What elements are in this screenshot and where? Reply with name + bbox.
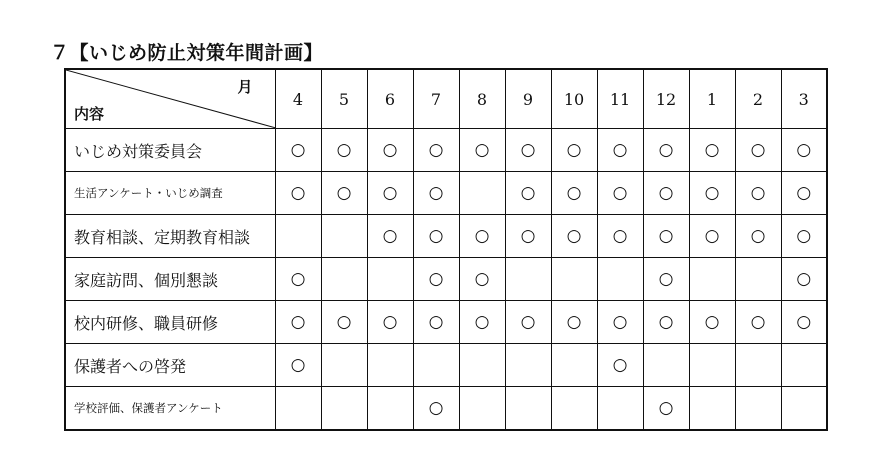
empty-cell: [459, 344, 505, 387]
scheduled-mark: ○: [643, 129, 689, 172]
row-label: 家庭訪問、個別懇談: [65, 258, 275, 301]
scheduled-mark: ○: [597, 215, 643, 258]
month-header: 8: [459, 69, 505, 129]
scheduled-mark: ○: [321, 129, 367, 172]
row-label: 教育相談、定期教育相談: [65, 215, 275, 258]
empty-cell: [459, 172, 505, 215]
scheduled-mark: ○: [413, 301, 459, 344]
empty-cell: [413, 344, 459, 387]
scheduled-mark: ○: [597, 172, 643, 215]
table-row: [65, 172, 827, 215]
empty-cell: [321, 258, 367, 301]
scheduled-mark: ○: [781, 172, 827, 215]
table-row: [65, 387, 827, 431]
row-label: いじめ対策委員会: [65, 129, 275, 172]
scheduled-mark: ○: [459, 129, 505, 172]
annual-plan-table: [64, 68, 828, 431]
scheduled-mark: ○: [413, 129, 459, 172]
empty-cell: [275, 387, 321, 431]
empty-cell: [781, 344, 827, 387]
row-label: 校内研修、職員研修: [65, 301, 275, 344]
scheduled-mark: ○: [275, 301, 321, 344]
empty-cell: [689, 387, 735, 431]
scheduled-mark: ○: [689, 172, 735, 215]
scheduled-mark: ○: [689, 301, 735, 344]
scheduled-mark: ○: [735, 215, 781, 258]
scheduled-mark: ○: [367, 129, 413, 172]
row-label: 生活アンケート・いじめ調査: [65, 172, 275, 215]
empty-cell: [597, 258, 643, 301]
month-header: 6: [367, 69, 413, 129]
month-header: 12: [643, 69, 689, 129]
scheduled-mark: ○: [551, 129, 597, 172]
scheduled-mark: ○: [689, 215, 735, 258]
scheduled-mark: ○: [551, 301, 597, 344]
empty-cell: [459, 387, 505, 431]
scheduled-mark: ○: [505, 172, 551, 215]
empty-cell: [505, 387, 551, 431]
table-row: [65, 258, 827, 301]
empty-cell: [781, 387, 827, 431]
scheduled-mark: ○: [689, 129, 735, 172]
scheduled-mark: ○: [275, 172, 321, 215]
table-row: [65, 129, 827, 172]
empty-cell: [551, 258, 597, 301]
month-axis-label: 月: [237, 78, 253, 96]
scheduled-mark: ○: [781, 215, 827, 258]
empty-cell: [321, 387, 367, 431]
scheduled-mark: ○: [505, 215, 551, 258]
empty-cell: [321, 344, 367, 387]
month-header: 11: [597, 69, 643, 129]
page-title: ７【いじめ防止対策年間計画】: [50, 42, 324, 64]
scheduled-mark: ○: [597, 301, 643, 344]
table-row: [65, 215, 827, 258]
month-header: 10: [551, 69, 597, 129]
scheduled-mark: ○: [597, 344, 643, 387]
empty-cell: [321, 215, 367, 258]
scheduled-mark: ○: [459, 301, 505, 344]
empty-cell: [367, 344, 413, 387]
month-header: 3: [781, 69, 827, 129]
empty-cell: [551, 387, 597, 431]
scheduled-mark: ○: [459, 215, 505, 258]
scheduled-mark: ○: [321, 301, 367, 344]
empty-cell: [367, 258, 413, 301]
empty-cell: [735, 344, 781, 387]
row-label: 学校評価、保護者アンケート: [65, 387, 275, 431]
month-header: 1: [689, 69, 735, 129]
scheduled-mark: ○: [321, 172, 367, 215]
scheduled-mark: ○: [275, 258, 321, 301]
scheduled-mark: ○: [413, 387, 459, 431]
scheduled-mark: ○: [367, 172, 413, 215]
scheduled-mark: ○: [643, 172, 689, 215]
empty-cell: [735, 387, 781, 431]
scheduled-mark: ○: [781, 301, 827, 344]
scheduled-mark: ○: [643, 387, 689, 431]
empty-cell: [689, 258, 735, 301]
empty-cell: [597, 387, 643, 431]
scheduled-mark: ○: [413, 215, 459, 258]
scheduled-mark: ○: [459, 258, 505, 301]
empty-cell: [275, 215, 321, 258]
scheduled-mark: ○: [505, 129, 551, 172]
table-row: [65, 344, 827, 387]
scheduled-mark: ○: [735, 172, 781, 215]
empty-cell: [643, 344, 689, 387]
empty-cell: [551, 344, 597, 387]
scheduled-mark: ○: [367, 215, 413, 258]
row-label: 保護者への啓発: [65, 344, 275, 387]
scheduled-mark: ○: [735, 301, 781, 344]
month-header: 9: [505, 69, 551, 129]
scheduled-mark: ○: [597, 129, 643, 172]
month-header: 4: [275, 69, 321, 129]
scheduled-mark: ○: [275, 129, 321, 172]
empty-cell: [735, 258, 781, 301]
scheduled-mark: ○: [413, 258, 459, 301]
scheduled-mark: ○: [551, 215, 597, 258]
header-row: [65, 69, 827, 129]
empty-cell: [689, 344, 735, 387]
scheduled-mark: ○: [781, 129, 827, 172]
empty-cell: [505, 258, 551, 301]
scheduled-mark: ○: [551, 172, 597, 215]
scheduled-mark: ○: [505, 301, 551, 344]
scheduled-mark: ○: [367, 301, 413, 344]
content-axis-label: 内容: [74, 105, 105, 123]
scheduled-mark: ○: [643, 301, 689, 344]
scheduled-mark: ○: [413, 172, 459, 215]
month-header: 2: [735, 69, 781, 129]
empty-cell: [505, 344, 551, 387]
scheduled-mark: ○: [643, 258, 689, 301]
empty-cell: [367, 387, 413, 431]
scheduled-mark: ○: [643, 215, 689, 258]
scheduled-mark: ○: [781, 258, 827, 301]
scheduled-mark: ○: [275, 344, 321, 387]
month-header: 7: [413, 69, 459, 129]
scheduled-mark: ○: [735, 129, 781, 172]
month-header: 5: [321, 69, 367, 129]
corner-cell: [65, 69, 275, 129]
table-row: [65, 301, 827, 344]
